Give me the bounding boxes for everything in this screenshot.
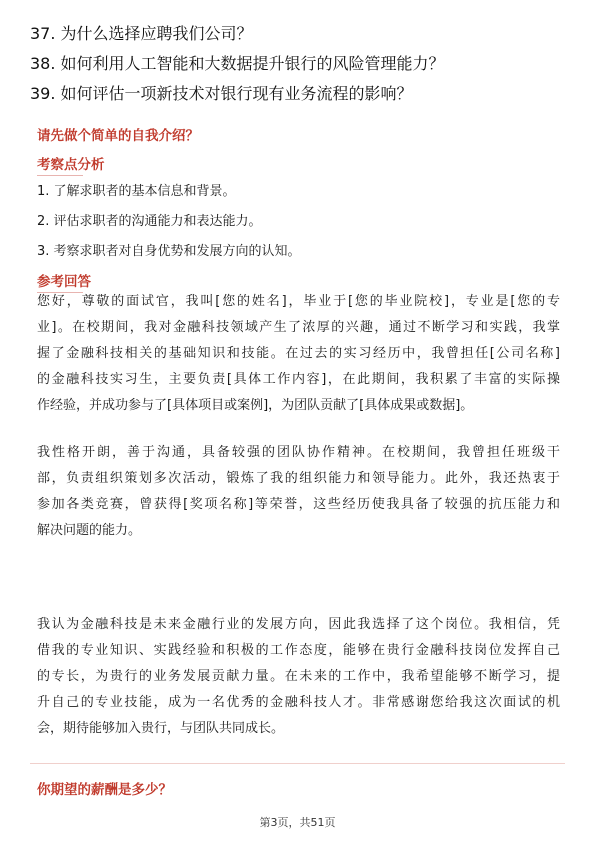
paragraph-line: 作经验，并成功参与了[具体项目或案例]，为团队贡献了[具体成果或数据]。 bbox=[37, 398, 474, 413]
paragraph-line: 升自己的专业技能，成为一名优秀的金融科技人才。非常感谢您给我这次面试的机 bbox=[37, 695, 560, 710]
paragraph-line: 业]。在校期间，我对金融科技领域产生了浓厚的兴趣，通过不断学习和实践，我掌 bbox=[37, 320, 560, 335]
section-title: 你期望的薪酬是多少？ bbox=[37, 782, 172, 798]
analysis-point: 3. 考察求职者对自身优势和发展方向的认知。 bbox=[37, 244, 301, 259]
paragraph-line: 握了金融科技相关的基础知识和技能。在过去的实习经历中，我曾担任[公司名称] bbox=[37, 346, 560, 361]
answer-heading: 参考回答 bbox=[37, 270, 91, 293]
question-item: 39. 如何评估一项新技术对银行现有业务流程的影响？ bbox=[30, 84, 413, 103]
answer-paragraph bbox=[37, 612, 560, 742]
paragraph-line: 部，负责组织策划多次活动，锻炼了我的组织能力和领导能力。此外，我还热衷于 bbox=[37, 471, 560, 486]
question-list bbox=[30, 24, 570, 114]
paragraph-line: 我性格开朗，善于沟通，具备较强的团队协作精神。在校期间，我曾担任班级干 bbox=[37, 445, 560, 460]
paragraph-line: 解决问题的能力。 bbox=[37, 523, 142, 538]
analysis-heading: 考察点分析 bbox=[37, 153, 105, 176]
paragraph-line: 我认为金融科技是未来金融行业的发展方向，因此我选择了这个岗位。我相信，凭 bbox=[37, 617, 560, 632]
question-item: 37. 为什么选择应聘我们公司？ bbox=[30, 24, 253, 43]
answer-paragraph bbox=[37, 440, 560, 544]
analysis-point: 1. 了解求职者的基本信息和背景。 bbox=[37, 184, 236, 199]
paragraph-line: 会，期待能够加入贵行，与团队共同成长。 bbox=[37, 721, 285, 736]
answer-paragraph bbox=[37, 289, 560, 419]
question-item: 38. 如何利用人工智能和大数据提升银行的风险管理能力？ bbox=[30, 54, 445, 73]
paragraph-line: 的专长，为贵行的业务发展贡献力量。在未来的工作中，我希望能够不断学习，提 bbox=[37, 669, 560, 684]
paragraph-line: 的金融科技实习生，主要负责[具体工作内容]，在此期间，我积累了丰富的实际操 bbox=[37, 372, 560, 387]
section-title: 请先做个简单的自我介绍？ bbox=[37, 128, 199, 144]
paragraph-line: 参加各类竞赛，曾获得[奖项名称]等荣誉，这些经历使我具备了较强的抗压能力和 bbox=[37, 497, 560, 512]
section-divider bbox=[30, 763, 565, 764]
page-number: 第3页，共51页 bbox=[259, 816, 336, 829]
paragraph-line: 您好，尊敬的面试官，我叫[您的姓名]，毕业于[您的毕业院校]，专业是[您的专 bbox=[37, 294, 560, 309]
analysis-point: 2. 评估求职者的沟通能力和表达能力。 bbox=[37, 214, 262, 229]
paragraph-line: 借我的专业知识、实践经验和积极的工作态度，能够在贵行金融科技岗位发挥自己 bbox=[37, 643, 560, 658]
